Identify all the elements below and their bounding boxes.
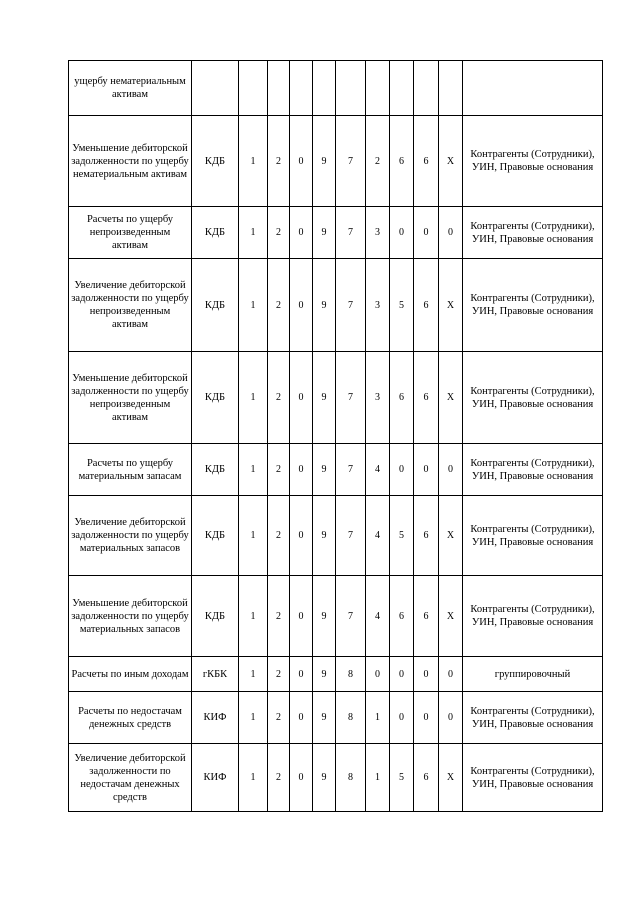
digit-cell: 1 <box>366 744 390 812</box>
digit-cell: 9 <box>313 352 336 444</box>
table-row <box>69 207 603 259</box>
digit-cell: 7 <box>336 259 366 352</box>
digit-cell <box>366 61 390 116</box>
code-type-cell: КДБ <box>192 207 239 259</box>
digit-cell: 2 <box>268 496 290 576</box>
table-row <box>69 116 603 207</box>
code-type-cell: КДБ <box>192 352 239 444</box>
account-name-cell: Уменьшение дебиторской задолженности по ущербу нематериальным активам <box>69 116 192 207</box>
table-row <box>69 744 603 812</box>
digit-cell: 4 <box>366 444 390 496</box>
digit-cell: X <box>439 744 463 812</box>
table-row <box>69 352 603 444</box>
analytics-cell: Контрагенты (Сотрудники), УИН, Правовые основания <box>463 116 603 207</box>
digit-cell: 7 <box>336 116 366 207</box>
digit-cell: 6 <box>414 352 439 444</box>
digit-cell: 9 <box>313 657 336 692</box>
digit-cell: 0 <box>290 692 313 744</box>
digit-cell: 1 <box>239 444 268 496</box>
digit-cell: 6 <box>414 259 439 352</box>
digit-cell: 9 <box>313 259 336 352</box>
code-type-cell: КДБ <box>192 259 239 352</box>
digit-cell: 9 <box>313 444 336 496</box>
digit-cell: X <box>439 116 463 207</box>
account-name-cell: Уменьшение дебиторской задолженности по ущербу непроизведенным активам <box>69 352 192 444</box>
digit-cell: 0 <box>366 657 390 692</box>
code-type-cell: КИФ <box>192 692 239 744</box>
account-name-cell: Уменьшение дебиторской задолженности по ущербу материальных запасов <box>69 576 192 657</box>
digit-cell: 2 <box>366 116 390 207</box>
digit-cell: 0 <box>390 657 414 692</box>
table-row <box>69 692 603 744</box>
digit-cell: 3 <box>366 352 390 444</box>
digit-cell: 8 <box>336 657 366 692</box>
table-row <box>69 576 603 657</box>
digit-cell: 1 <box>239 259 268 352</box>
digit-cell: 2 <box>268 444 290 496</box>
code-type-cell: КИФ <box>192 744 239 812</box>
digit-cell: 9 <box>313 692 336 744</box>
digit-cell <box>313 61 336 116</box>
analytics-cell: Контрагенты (Сотрудники), УИН, Правовые основания <box>463 692 603 744</box>
table-row <box>69 496 603 576</box>
digit-cell: 0 <box>390 444 414 496</box>
digit-cell: 9 <box>313 576 336 657</box>
code-type-cell: КДБ <box>192 576 239 657</box>
digit-cell: 0 <box>439 692 463 744</box>
account-name-cell: Расчеты по иным доходам <box>69 657 192 692</box>
digit-cell: 0 <box>290 657 313 692</box>
digit-cell: X <box>439 352 463 444</box>
digit-cell: 3 <box>366 259 390 352</box>
analytics-cell <box>463 61 603 116</box>
table-row <box>69 259 603 352</box>
digit-cell: 6 <box>390 352 414 444</box>
digit-cell: 1 <box>239 496 268 576</box>
digit-cell: 0 <box>390 207 414 259</box>
digit-cell: 2 <box>268 352 290 444</box>
digit-cell: 3 <box>366 207 390 259</box>
analytics-cell: Контрагенты (Сотрудники), УИН, Правовые основания <box>463 259 603 352</box>
digit-cell: 0 <box>290 444 313 496</box>
digit-cell: 1 <box>366 692 390 744</box>
digit-cell: 6 <box>414 576 439 657</box>
digit-cell: X <box>439 576 463 657</box>
digit-cell: 4 <box>366 576 390 657</box>
accounts-table <box>68 60 603 812</box>
code-type-cell <box>192 61 239 116</box>
code-type-cell: гКБК <box>192 657 239 692</box>
analytics-cell: Контрагенты (Сотрудники), УИН, Правовые основания <box>463 744 603 812</box>
digit-cell <box>414 61 439 116</box>
account-name-cell: Расчеты по ущербу непроизведенным активам <box>69 207 192 259</box>
analytics-cell: группировочный <box>463 657 603 692</box>
digit-cell: 0 <box>290 496 313 576</box>
analytics-cell: Контрагенты (Сотрудники), УИН, Правовые основания <box>463 496 603 576</box>
digit-cell: 7 <box>336 576 366 657</box>
digit-cell: 0 <box>290 744 313 812</box>
table-row <box>69 61 603 116</box>
digit-cell: 2 <box>268 657 290 692</box>
account-name-cell: Расчеты по недостачам денежных средств <box>69 692 192 744</box>
account-name-cell: ущербу нематериальным активам <box>69 61 192 116</box>
digit-cell: 0 <box>439 444 463 496</box>
digit-cell: 7 <box>336 496 366 576</box>
digit-cell: 2 <box>268 116 290 207</box>
table-row <box>69 444 603 496</box>
digit-cell: 7 <box>336 207 366 259</box>
digit-cell: 0 <box>390 692 414 744</box>
digit-cell <box>239 61 268 116</box>
code-type-cell: КДБ <box>192 496 239 576</box>
table-body <box>69 61 603 812</box>
digit-cell: 0 <box>290 576 313 657</box>
digit-cell: 7 <box>336 352 366 444</box>
digit-cell: 2 <box>268 576 290 657</box>
digit-cell <box>336 61 366 116</box>
digit-cell: 1 <box>239 657 268 692</box>
digit-cell <box>439 61 463 116</box>
digit-cell: 5 <box>390 744 414 812</box>
digit-cell: 1 <box>239 692 268 744</box>
digit-cell: 0 <box>439 207 463 259</box>
digit-cell: 5 <box>390 259 414 352</box>
digit-cell: 6 <box>414 744 439 812</box>
analytics-cell: Контрагенты (Сотрудники), УИН, Правовые основания <box>463 207 603 259</box>
digit-cell: 9 <box>313 496 336 576</box>
account-name-cell: Расчеты по ущербу материальным запасам <box>69 444 192 496</box>
digit-cell: 8 <box>336 692 366 744</box>
analytics-cell: Контрагенты (Сотрудники), УИН, Правовые основания <box>463 576 603 657</box>
digit-cell <box>390 61 414 116</box>
digit-cell: 6 <box>390 576 414 657</box>
digit-cell: 1 <box>239 352 268 444</box>
digit-cell: 6 <box>414 496 439 576</box>
digit-cell: 9 <box>313 207 336 259</box>
digit-cell: 1 <box>239 576 268 657</box>
digit-cell: 2 <box>268 744 290 812</box>
digit-cell: 2 <box>268 259 290 352</box>
digit-cell: 0 <box>414 207 439 259</box>
digit-cell: 4 <box>366 496 390 576</box>
digit-cell: 9 <box>313 116 336 207</box>
digit-cell: 9 <box>313 744 336 812</box>
digit-cell: 6 <box>414 116 439 207</box>
digit-cell: 7 <box>336 444 366 496</box>
digit-cell: 0 <box>414 692 439 744</box>
digit-cell: 2 <box>268 207 290 259</box>
digit-cell: 8 <box>336 744 366 812</box>
digit-cell: X <box>439 496 463 576</box>
digit-cell: 1 <box>239 116 268 207</box>
code-type-cell: КДБ <box>192 116 239 207</box>
digit-cell: 1 <box>239 744 268 812</box>
digit-cell: 0 <box>414 444 439 496</box>
digit-cell: 5 <box>390 496 414 576</box>
digit-cell: 0 <box>414 657 439 692</box>
account-name-cell: Увеличение дебиторской задолженности по ущербу материальных запасов <box>69 496 192 576</box>
digit-cell <box>290 61 313 116</box>
analytics-cell: Контрагенты (Сотрудники), УИН, Правовые основания <box>463 352 603 444</box>
table-row <box>69 657 603 692</box>
digit-cell: 2 <box>268 692 290 744</box>
account-name-cell: Увеличение дебиторской задолженности по ущербу непроизведенным активам <box>69 259 192 352</box>
digit-cell: 6 <box>390 116 414 207</box>
analytics-cell: Контрагенты (Сотрудники), УИН, Правовые основания <box>463 444 603 496</box>
digit-cell: 0 <box>290 259 313 352</box>
digit-cell: 0 <box>290 352 313 444</box>
code-type-cell: КДБ <box>192 444 239 496</box>
digit-cell: 0 <box>290 116 313 207</box>
account-name-cell: Увеличение дебиторской задолженности по недостачам денежных средств <box>69 744 192 812</box>
digit-cell: X <box>439 259 463 352</box>
digit-cell: 0 <box>439 657 463 692</box>
digit-cell: 1 <box>239 207 268 259</box>
digit-cell: 0 <box>290 207 313 259</box>
digit-cell <box>268 61 290 116</box>
